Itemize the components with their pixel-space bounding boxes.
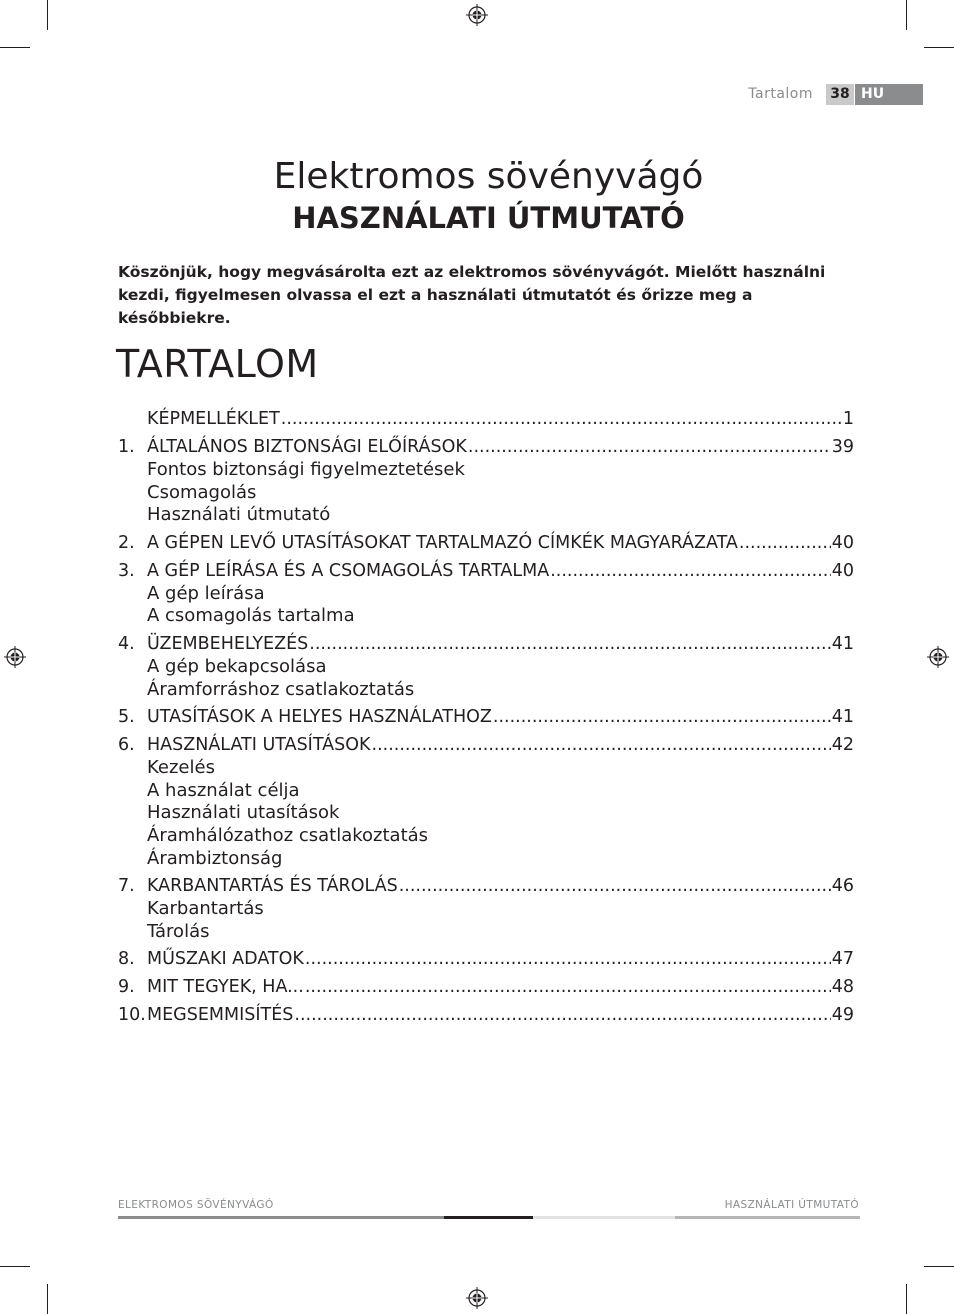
registration-mark-icon bbox=[466, 4, 488, 26]
toc-entry-number: 2. bbox=[118, 532, 135, 553]
toc-subentry: Csomagolás bbox=[147, 481, 257, 503]
toc-entry bbox=[118, 436, 854, 527]
toc-entry-page: 39 bbox=[831, 437, 854, 457]
toc-entry bbox=[118, 734, 854, 870]
toc-entry-line[interactable] bbox=[118, 976, 854, 999]
toc-entry-number: 6. bbox=[118, 735, 135, 756]
toc-dot-leader bbox=[372, 734, 831, 757]
toc-dot-leader bbox=[294, 1004, 830, 1027]
toc-entry-number: 5. bbox=[118, 707, 135, 728]
toc-entry bbox=[118, 1004, 854, 1027]
toc-dot-leader bbox=[468, 436, 831, 459]
footer-left-label: ELEKTROMOS SÖVÉNYVÁGÓ bbox=[118, 1199, 274, 1211]
header-page-number: 38 bbox=[826, 84, 854, 105]
intro-paragraph: Köszönjük, hogy megvásárolta ezt az elektromos sövényvágót. Mielőtt használni kezdi, figyelmesen olvassa el ezt a használati útmutatót és őrizze meg a későbbiekre. bbox=[118, 263, 826, 327]
registration-mark-icon bbox=[927, 646, 949, 668]
toc-dot-leader bbox=[309, 633, 830, 656]
toc-subentry: Használati utasítások bbox=[147, 802, 340, 824]
toc-subentry: A gép leírása bbox=[147, 582, 265, 604]
toc-entry-line[interactable] bbox=[118, 633, 854, 656]
crop-mark bbox=[924, 47, 954, 48]
toc-entry bbox=[118, 633, 854, 701]
toc-entry-title: KARBANTARTÁS ÉS TÁROLÁS bbox=[147, 876, 398, 897]
toc-entry-line[interactable] bbox=[118, 436, 854, 459]
footer-bar bbox=[675, 1216, 860, 1219]
toc-entry-number: 4. bbox=[118, 633, 135, 654]
toc-entry-page: 46 bbox=[831, 876, 854, 897]
footer-right-label: HASZNÁLATI ÚTMUTATÓ bbox=[724, 1199, 859, 1211]
toc-entry-line[interactable] bbox=[118, 408, 854, 431]
toc-entry-title: A GÉPEN LEVŐ UTASÍTÁSOKAT TARTALMAZÓ CÍMKÉK MAGYARÁZATA bbox=[147, 532, 738, 553]
toc-entry-number: 3. bbox=[118, 560, 135, 581]
toc-entry-title: UTASÍTÁSOK A HELYES HASZNÁLATHOZ bbox=[147, 707, 492, 728]
toc-entry-page: 1 bbox=[842, 409, 854, 429]
toc-entry-title: MIT TEGYEK, HA... bbox=[147, 977, 304, 998]
toc-entry-line[interactable] bbox=[118, 734, 854, 757]
toc-entry bbox=[118, 948, 854, 971]
toc-entry-line[interactable] bbox=[118, 948, 854, 971]
crop-mark bbox=[47, 1284, 48, 1314]
toc-entry bbox=[118, 560, 854, 628]
toc-heading: TARTALOM bbox=[116, 342, 319, 386]
toc-entry-page: 49 bbox=[831, 1005, 854, 1026]
crop-mark bbox=[924, 1266, 954, 1267]
toc-dot-leader bbox=[399, 875, 831, 898]
toc-entry-title: KÉPMELLÉKLET bbox=[147, 409, 280, 429]
toc-entry-title: ÜZEMBEHELYEZÉS bbox=[147, 633, 309, 654]
toc-entry-title: MEGSEMMISÍTÉS bbox=[147, 1005, 294, 1026]
toc-entry bbox=[118, 706, 854, 729]
registration-mark-icon bbox=[4, 646, 26, 668]
toc-dot-leader bbox=[739, 532, 831, 555]
toc-entry-line[interactable] bbox=[118, 706, 854, 729]
toc-subentry: Kezelés bbox=[147, 757, 215, 779]
crop-mark bbox=[0, 1266, 30, 1267]
toc-entry-page: 40 bbox=[831, 560, 854, 581]
toc-entry-title: A GÉP LEÍRÁSA ÉS A CSOMAGOLÁS TARTALMA bbox=[147, 560, 550, 581]
toc-subentry: Tárolás bbox=[147, 920, 210, 942]
toc-entry-number: 9. bbox=[118, 977, 135, 998]
toc-dot-leader bbox=[281, 408, 842, 431]
toc-entry-line[interactable] bbox=[118, 560, 854, 583]
footer-bar bbox=[118, 1216, 444, 1219]
crop-mark bbox=[0, 47, 30, 48]
toc-entry-page: 42 bbox=[831, 735, 854, 756]
table-of-contents bbox=[118, 408, 854, 1032]
toc-subentry: Karbantartás bbox=[147, 898, 264, 920]
document-subtitle: HASZNÁLATI ÚTMUTATÓ bbox=[292, 201, 685, 235]
toc-subentry: Fontos biztonsági figyelmeztetések bbox=[147, 459, 465, 480]
toc-entry-number: 1. bbox=[118, 437, 135, 457]
crop-mark bbox=[906, 0, 907, 30]
toc-entry-page: 41 bbox=[831, 707, 854, 728]
toc-subentry: Használati útmutató bbox=[147, 504, 331, 526]
footer-bar bbox=[533, 1216, 675, 1219]
toc-entry-line[interactable] bbox=[118, 875, 854, 898]
toc-subentry: Áramhálózathoz csatlakoztatás bbox=[147, 824, 429, 846]
document-title: Elektromos sövényvágó bbox=[273, 156, 704, 197]
toc-entry-title: ÁLTALÁNOS BIZTONSÁGI ELŐÍRÁSOK bbox=[147, 437, 467, 457]
toc-entry-line[interactable] bbox=[118, 1004, 854, 1027]
toc-dot-leader bbox=[305, 976, 831, 999]
toc-subentry: A csomagolás tartalma bbox=[147, 605, 355, 627]
toc-entry-page: 40 bbox=[831, 532, 854, 553]
toc-subentry: Áramforráshoz csatlakoztatás bbox=[147, 678, 415, 700]
toc-entry-page: 48 bbox=[831, 977, 854, 998]
toc-subentry: Árambiztonság bbox=[147, 847, 283, 869]
toc-subentry: A használat célja bbox=[147, 779, 300, 801]
crop-mark bbox=[47, 0, 48, 30]
toc-entry-number: 10. bbox=[118, 1005, 146, 1026]
toc-entry bbox=[118, 976, 854, 999]
registration-mark-icon bbox=[466, 1287, 488, 1309]
toc-entry-page: 47 bbox=[831, 949, 854, 970]
toc-entry-number: 7. bbox=[118, 876, 135, 897]
toc-entry bbox=[118, 532, 854, 555]
toc-entry-line[interactable] bbox=[118, 532, 854, 555]
toc-entry bbox=[118, 875, 854, 943]
toc-entry-title: MŰSZAKI ADATOK bbox=[147, 949, 304, 970]
toc-entry-number: 8. bbox=[118, 949, 135, 970]
header-section-label: Tartalom bbox=[748, 86, 813, 102]
toc-entry bbox=[118, 408, 854, 431]
toc-dot-leader bbox=[305, 948, 831, 971]
footer-bar bbox=[444, 1216, 533, 1219]
toc-entry-page: 41 bbox=[831, 633, 854, 654]
toc-dot-leader bbox=[550, 560, 831, 583]
toc-subentry: A gép bekapcsolása bbox=[147, 655, 327, 677]
header-language-badge: HU bbox=[855, 84, 923, 105]
toc-dot-leader bbox=[493, 706, 831, 729]
toc-entry-title: HASZNÁLATI UTASÍTÁSOK bbox=[147, 735, 371, 756]
crop-mark bbox=[906, 1284, 907, 1314]
